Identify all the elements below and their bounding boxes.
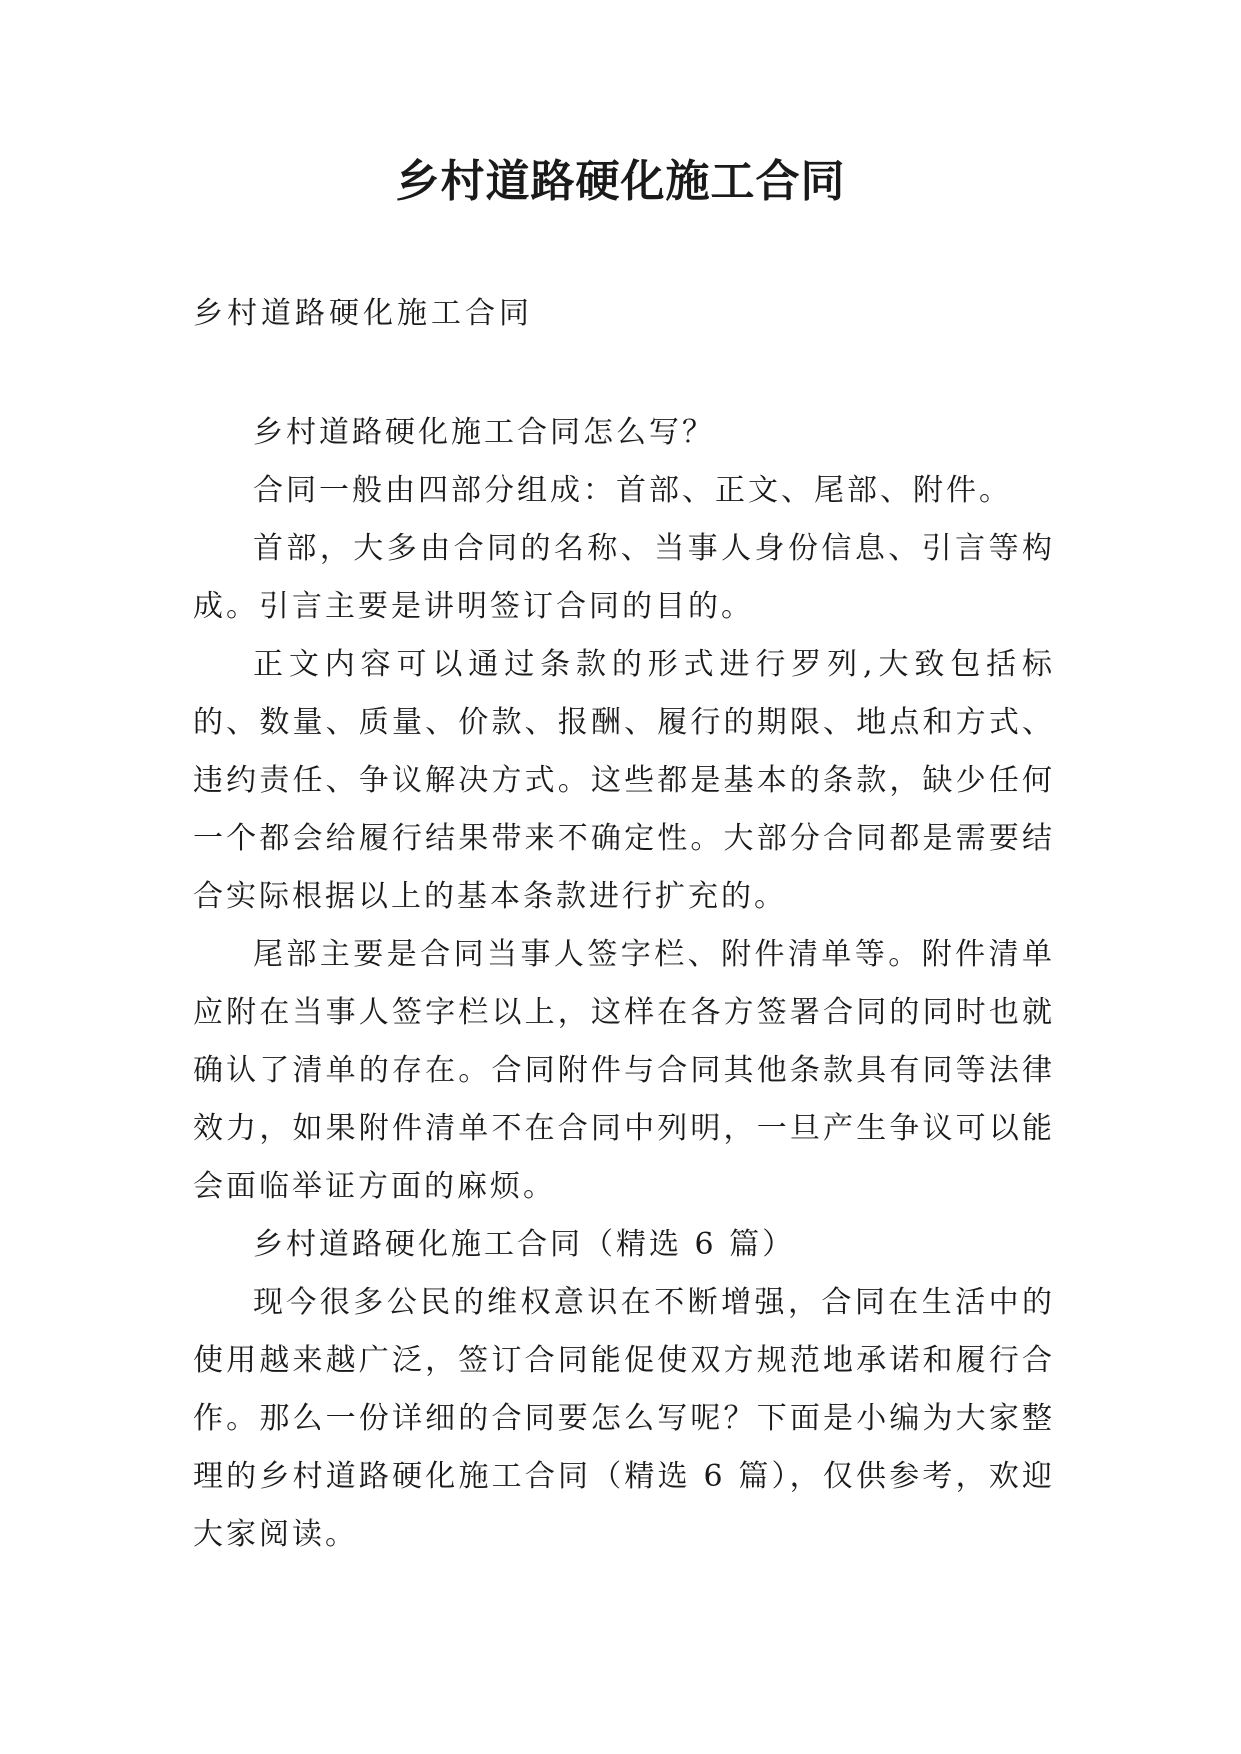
paragraph-selection-heading: 乡村道路硬化施工合同（精选 6 篇） (253, 1227, 796, 1262)
paragraph-header-section: 首部，大多由合同的名称、当事人身份信息、引言等构成。引言主要是讲明签订合同的目的。 (193, 531, 1055, 624)
document-title: 乡村道路硬化施工合同 (395, 156, 846, 207)
paragraph-main-text: 正文内容可以通过条款的形式进行罗列,大致包括标的、数量、质量、价款、报酬、履行的期限、地点和方式、违约责任、争议解决方式。这些都是基本的条款，缺少任何一个都会给履行结果带来不确定性。大部分合同都是需要结合实际根据以上的基本条款进行扩充的。 (193, 647, 1055, 914)
paragraph-footer-section: 尾部主要是合同当事人签字栏、附件清单等。附件清单应附在当事人签字栏以上，这样在各方签署合同的同时也就确认了清单的存在。合同附件与合同其他条款具有同等法律效力，如果附件清单不在合同中列明，一旦产生争议可以能会面临举证方面的麻烦。 (193, 937, 1055, 1204)
paragraph-how-to-write: 乡村道路硬化施工合同怎么写？ (253, 415, 715, 450)
paragraph-four-parts: 合同一般由四部分组成：首部、正文、尾部、附件。 (253, 473, 1012, 508)
document-body (193, 404, 1055, 1564)
paragraph-introduction: 现今很多公民的维权意识在不断增强，合同在生活中的使用越来越广泛，签订合同能促使双方规范地承诺和履行合作。那么一份详细的合同要怎么写呢？下面是小编为大家整理的乡村道路硬化施工合同（精选 6 篇），仅供参考，欢迎大家阅读。 (193, 1285, 1055, 1552)
document-subtitle: 乡村道路硬化施工合同 (193, 296, 533, 331)
